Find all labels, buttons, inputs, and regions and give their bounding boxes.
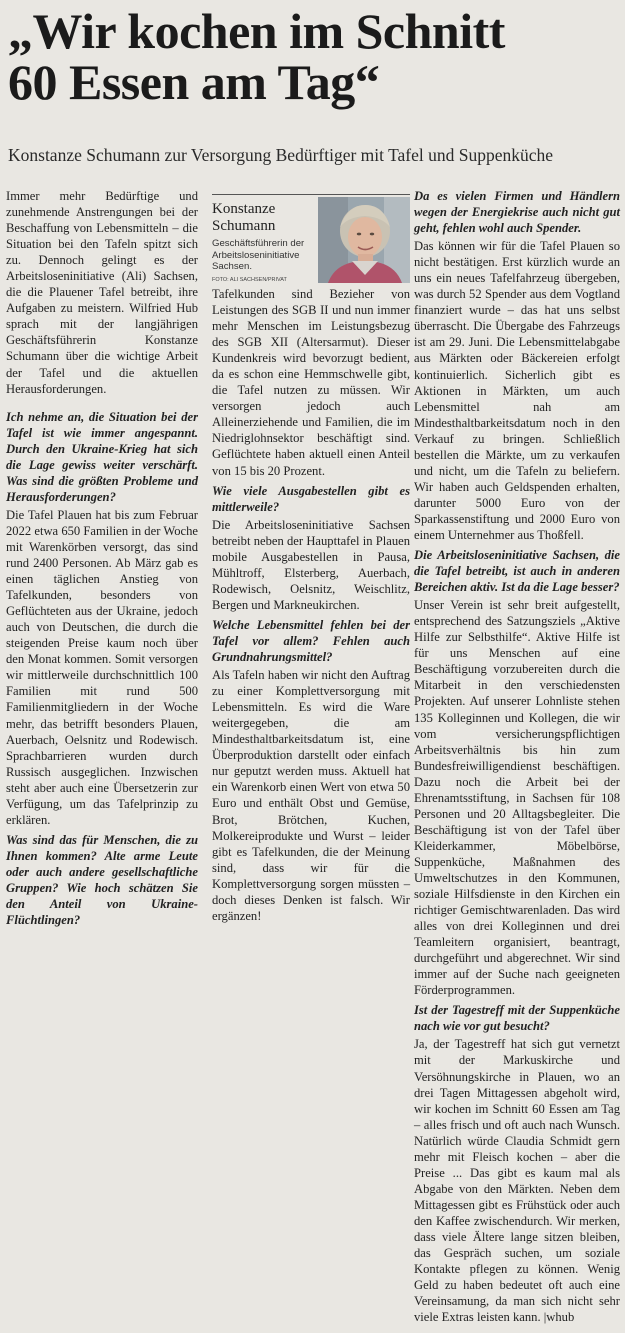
byline: |whub (543, 1310, 575, 1325)
question-1: Ich nehme an, die Situation bei der Tafel ist wie immer angespannt. Durch den Ukraine-Krieg hat sich die Lage gewiss weiter verschärft. Was sind die größten Probleme und Herausforderungen? (6, 409, 198, 504)
answer-4: Als Tafeln haben wir nicht den Auftrag zu einer Komplettversorgung mit Lebensmitteln. Es wird die Ware weitergegeben, die am Mindesthaltbarkeitsdatum ist, eine Überproduktion darstellt oder einfach nur geputzt werden muss. Aktuell hat ein Warenkorb einen Wert von etwa 50 Euro und enthält Obst und Gemüse, Brot, Brötchen, Kuchen, Molkereiprodukte und Wurst – leider gibt es Tafelkunden, die der Meinung sind, dass wir für die Komplettversorgung sorgen müssten – doch dieses Denken ist falsch. Wir ergänzen! (212, 668, 410, 923)
infobox-role: Geschäftsführerin der Arbeitsloseninitiative Sachsen. (212, 238, 305, 272)
answer-7-text: Ja, der Tagestreff hat sich gut vernetzt mit der Markuskirche und Versöhnungskirche in Plauen, wo an drei Tagen Mittagessen abgeholt wird, wir kochen im Schnitt 60 Essen am Tag – alles frisch und oft auch nach Wunsch. Natürlich würde Claudia Schmidt gern mehr mit Fleisch kochen – aber die Preise ... Das gibt es kaum mal als Abgabe von den Märkten. Neben dem Mittagessen gibt es Frühstück oder auch den Kaffee zwischendurch. Wir merken, dass viele Ältere lange sitzen bleiben, das Gespräch suchen, um soziale Kontakte pflegen zu können. Wenig Geld zu haben bedeutet oft auch eine Vereinsamung, da man sich nicht sehr viele Extras leisten kann. (414, 1037, 620, 1325)
headline-line-2: 60 Essen am Tag“ (8, 54, 380, 110)
portrait-illustration (318, 197, 410, 283)
column-2 (212, 286, 410, 924)
infobox-name-line-2: Schumann (212, 218, 276, 234)
headline-line-1: „Wir kochen im Schnitt (8, 3, 505, 59)
question-5: Da es vielen Firmen und Händlern wegen der Energiekrise auch nicht gut geht, fehlen wohl auch Spender. (414, 189, 620, 236)
column-1 (6, 188, 198, 930)
question-4: Welche Lebensmittel fehlen bei der Tafel vor allem? Fehlen auch Grundnahrungsmittel? (212, 617, 410, 665)
question-3: Wie viele Ausgabestellen gibt es mittlerweile? (212, 483, 410, 514)
subheadline: Konstanze Schumann zur Versorgung Bedürftiger mit Tafel und Suppenküche (8, 145, 554, 165)
author-infobox (212, 194, 410, 281)
answer-6: Unser Verein ist sehr breit aufgestellt, entsprechend des Satzungsziels „Aktive Hilfe zur Selbsthilfe“. Aktive Hilfe ist für uns Menschen auf eine Beschäftigung vorzubereiten durch die Mitarbeit in den verschiedensten Projekten. Auf unserer Lohnliste stehen 135 Kolleginnen und Kollegen, die wir vom versicherungspflichtigen Arbeitsverhältnis bis hin zum Bundesfreiwilligendienst beschäftigen. Dazu noch die Arbeit bei der Ehrenamtsstiftung, in Sachsen für 108 Personen und 20 Alltagsbegleiter. Die Beschäftigung ist von der Tafel über Kleiderkammer, Möbelbörse, Suppenküche, Maßnahmen des Umweltschutzes in den Kommunen, soziale Hilfsdienste in den Kirchen ein richtiger Gemischtwarenladen. Das wird alles von drei Kolleginnen und drei Teamleitern organisiert, beantragt, durchgeführt und abgerechnet. Wir sind immer auf der Suche nach geeigneten Förderprogrammen. (414, 598, 620, 998)
answer-7 (414, 1036, 620, 1325)
answer-1: Die Tafel Plauen hat bis zum Februar 2022 etwa 650 Familien in der Woche mit Warenkörben versorgt, das sind rund 2400 Personen. Ab März gab es einen täglichen Anstieg von Tafelkunden, besonders von Geflüchteten aus der Ukraine, jedoch auch von Deutschen, die durch die steigenden Preise kaum noch über den Monat kommen. Somit versorgen wir mittlerweile durchschnittlich 100 Familien mit rund 500 Familienmitgliedern in der Woche mehr, das betrifft besonders Plauen, Auerbach, Oelsnitz und Rodewisch. Sprachbarrieren wurden durch Russisch ausgeglichen. Inzwischen steht aber auch eine Übersetzerin zur Verfügung, um das Tafelprinzip zu erklären. (6, 507, 198, 827)
intro-paragraph: Immer mehr Bedürftige und zunehmende Anstrengungen bei der Beschaffung von Lebensmitteln – die Situation bei den Tafeln spitzt sich zu. Dennoch gelingt es der Arbeitsloseninitiative (Ali) Sachsen, die die Plauener Tafel betreibt, ihre Aufgaben zu meistern. Wilfried Hub sprach mit der langjährigen Geschäftsführerin Konstanze Schumann über die wichtige Arbeit der Tafel und die aktuellen Herausforderungen. (6, 189, 198, 396)
headline (8, 3, 618, 110)
question-2: Was sind das für Menschen, die zu Ihnen kommen? Alte arme Leute oder auch andere gesellschaftliche Gruppen? Wie hoch schätzen Sie den Anteil von Ukraine-Flüchtlingen? (6, 832, 198, 928)
answer-2: Tafelkunden sind Bezieher von Leistungen des SGB II und nun immer mehr Menschen im Leistungsbezug des SGB XII (Altersarmut). Dieser Kundenkreis wird bevorzugt bedient, da es schon eine Hemmschwelle gibt, die Tafel nutzen zu müssen. Wir versorgen jedoch auch Alleinerziehende und Familien, die im Niedriglohnsektor beschäftigt sind. Geflüchtete haben aktuell einen Anteil von 15 bis 20 Prozent. (212, 287, 410, 478)
column-3 (414, 188, 620, 1325)
infobox-name (212, 201, 275, 235)
answer-3: Die Arbeitsloseninitiative Sachsen betreibt neben der Haupttafel in Plauen mobile Ausgabestellen in Pausa, Mühltroff, Elsterberg, Auerbach, Rodewisch, Oelsnitz, Weischlitz, Bergen und Markneukirchen. (212, 517, 410, 612)
infobox-name-line-1: Konstanze (212, 201, 276, 217)
question-7: Ist der Tagestreff mit der Suppenküche nach wie vor gut besucht? (414, 1003, 620, 1034)
portrait-photo (318, 197, 410, 283)
photo-credit: FOTO: ALI SACHSEN/PRIVAT (212, 277, 287, 283)
answer-5: Das können wir für die Tafel Plauen so nicht bestätigen. Erst kürzlich wurde an uns ein neues Tafelfahrzeug übergeben, was durch 52 Spender aus dem Vogtland finanziert wurde – das hat uns selbst überrascht. Die Übergabe des Fahrzeugs ist am 29. Juni. Die Lebensmittelabgabe aus Märkten oder Bäckereien erfolgt kontinuierlich. Sicherlich gibt es Aktionen in Märkten, um auch Lebensmittel nah am Mindesthaltbarkeitsdatum noch in den Verkauf zu bringen. Schließlich bestellen die Märkte, um zu verkaufen und nicht, um die Tafeln zu beliefern. Wir haben auch Geldspenden erhalten, darunter 5000 Euro von der Sparkassenstiftung und 2000 Euro von einem Unternehmer aus Thoßfell. (414, 239, 620, 542)
question-6: Die Arbeitsloseninitiative Sachsen, die die Tafel betreibt, ist auch in anderen Bereichen aktiv. Ist da die Lage besser? (414, 548, 620, 595)
